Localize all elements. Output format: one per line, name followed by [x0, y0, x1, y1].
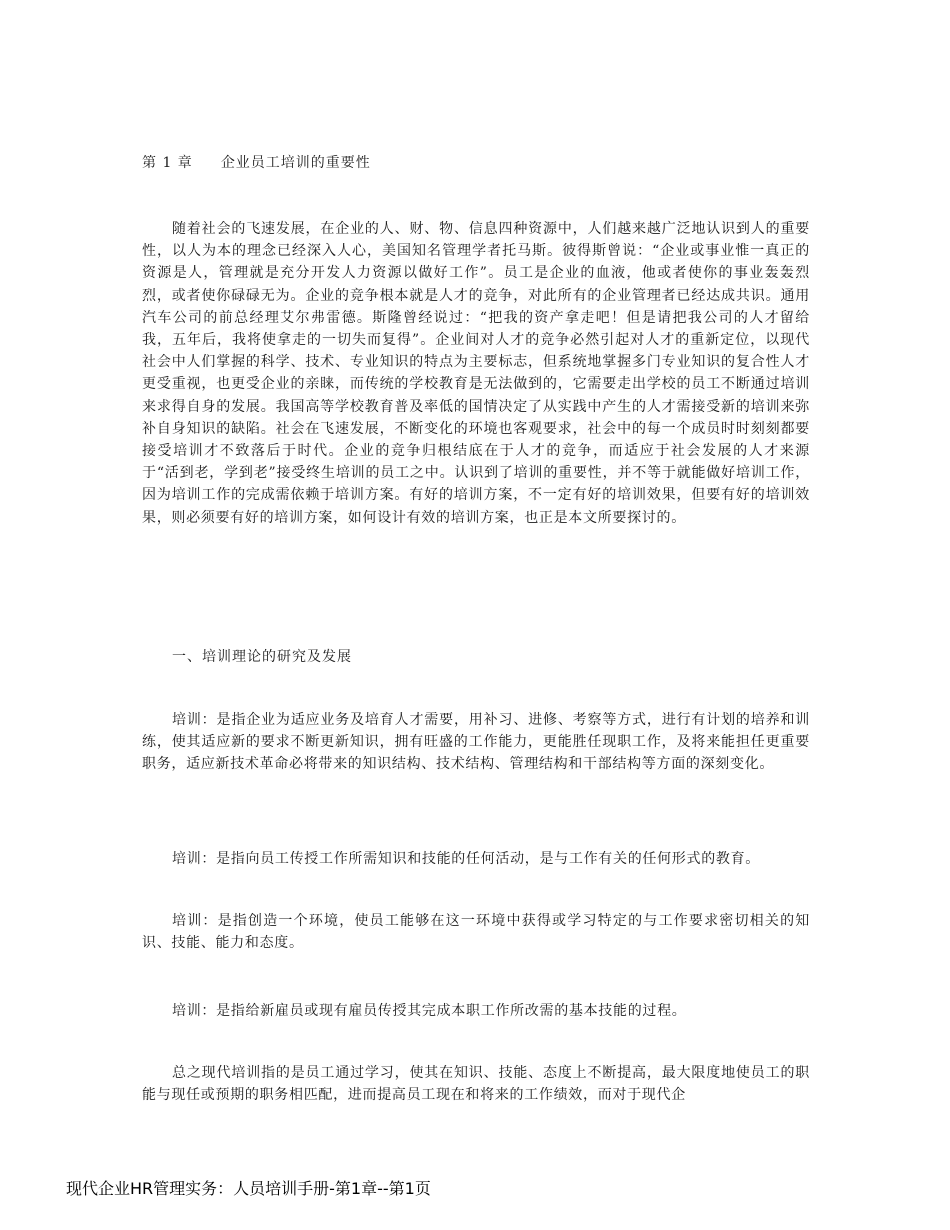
chapter-number: 第 1 章 — [142, 155, 193, 171]
definition-paragraph-3: 培训：是指创造一个环境，使员工能够在这一环境中获得或学习特定的与工作要求密切相关的知识、技能、能力和态度。 — [142, 913, 810, 952]
definition-paragraph-1: 培训：是指企业为适应业务及培育人才需要，用补习、进修、考察等方式，进行有计划的培养和训练，使其适应新的要求不断更新知识，拥有旺盛的工作能力，更能胜任现职工作，及将来能担任更重要职务，适应新技术革命必将带来的知识结构、技术结构、管理结构和干部结构等方面的深刻变化。 — [142, 712, 810, 773]
chapter-title — [142, 152, 371, 172]
summary-paragraph: 总之现代培训指的是员工通过学习，使其在知识、技能、态度上不断提高，最大限度地使员工的职能与现任或预期的职务相匹配，进而提高员工现在和将来的工作绩效，而对于现代企 — [142, 1065, 810, 1104]
chapter-title-text: 企业员工培训的重要性 — [220, 155, 371, 171]
page-footer: 现代企业HR管理实务：人员培训手册-第1章--第1页 — [66, 1179, 431, 1198]
intro-paragraph: 随着社会的飞速发展，在企业的人、财、物、信息四种资源中，人们越来越广泛地认识到人的重要性，以人为本的理念已经深入人心，美国知名管理学者托马斯。彼得斯曾说：“企业或事业惟一真正的资源是人，管理就是充分开发人力资源以做好工作”。员工是企业的血液，他或者使你的事业轰轰烈烈，或者使你碌碌无为。企业的竞争根本就是人才的竞争，对此所有的企业管理者已经达成共识。通用汽车公司的前总经理艾尔弗雷德。斯隆曾经说过：“把我的资产拿走吧！但是请把我公司的人才留给我，五年后，我将使拿走的一切失而复得”。企业间对人才的竞争必然引起对人才的重新定位，以现代社会中人们掌握的科学、技术、专业知识的特点为主要标志，但系统地掌握多门专业知识的复合性人才更受重视，也更受企业的亲睐，而传统的学校教育是无法做到的，它需要走出学校的员工不断通过培训来求得自身的发展。我国高等学校教育普及率低的国情决定了从实践中产生的人才需接受新的培训来弥补自身知识的缺陷。社会在飞速发展，不断变化的环境也客观要求，社会中的每一个成员时时刻刻都要接受培训才不致落后于时代。企业的竞争归根结底在于人才的竞争，而适应于社会发展的人才来源于“活到老，学到老”接受终生培训的员工之中。认识到了培训的重要性，并不等于就能做好培训工作，因为培训工作的完成需依赖于培训方案。有好的培训方案，不一定有好的培训效果，但要有好的培训效果，则必须要有好的培训方案，如何设计有效的培训方案，也正是本文所要探讨的。 — [142, 221, 810, 526]
section-heading: 一、培训理论的研究及发展 — [172, 649, 352, 665]
definition-paragraph-4: 培训：是指给新雇员或现有雇员传授其完成本职工作所改需的基本技能的过程。 — [172, 1003, 687, 1019]
definition-paragraph-2: 培训：是指向员工传授工作所需知识和技能的任何活动，是与工作有关的任何形式的教育。 — [172, 851, 760, 867]
